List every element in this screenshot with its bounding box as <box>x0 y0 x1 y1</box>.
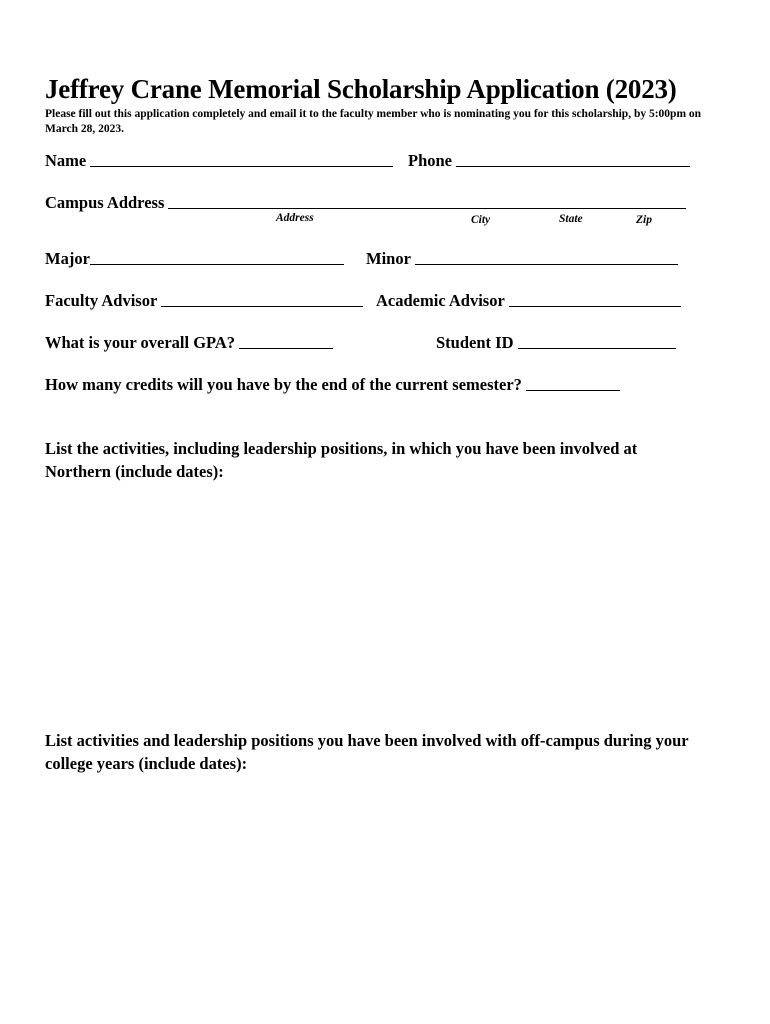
name-label: Name <box>45 151 87 170</box>
minor-row <box>366 249 678 269</box>
faculty-advisor-label: Faculty Advisor <box>45 291 157 310</box>
name-row <box>45 151 393 171</box>
minor-field[interactable] <box>415 264 678 265</box>
address-sublabel: Address <box>276 212 314 224</box>
student-id-row <box>436 333 676 353</box>
campus-address-label: Campus Address <box>45 193 165 212</box>
major-field[interactable] <box>90 264 344 265</box>
phone-row <box>408 151 690 171</box>
major-label: Major <box>45 249 90 268</box>
faculty-advisor-row <box>45 291 363 311</box>
academic-advisor-row <box>376 291 681 311</box>
major-row <box>45 249 344 269</box>
gpa-row <box>45 333 333 353</box>
name-field[interactable] <box>90 166 393 167</box>
campus-activities-area[interactable] <box>45 488 705 718</box>
instructions: Please fill out this application completely and email it to the faculty member who is nominating you for this scholarship, by 5:00pm on March 28, 2023. <box>45 108 702 135</box>
faculty-advisor-field[interactable] <box>161 306 363 307</box>
zip-sublabel: Zip <box>636 214 652 226</box>
student-id-field[interactable] <box>518 348 676 349</box>
campus-address-row <box>45 193 686 213</box>
gpa-label: What is your overall GPA? <box>45 333 236 352</box>
phone-field[interactable] <box>456 166 690 167</box>
document-title: Jeffrey Crane Memorial Scholarship Application (2023) <box>45 74 677 104</box>
offcampus-activities-area[interactable] <box>45 780 705 1000</box>
offcampus-activities-prompt: List activities and leadership positions you have been involved with off-campus during your college years (include dates): <box>45 731 689 773</box>
gpa-field[interactable] <box>239 348 333 349</box>
credits-label: How many credits will you have by the end of the current semester? <box>45 375 522 394</box>
credits-field[interactable] <box>526 390 620 391</box>
academic-advisor-field[interactable] <box>509 306 681 307</box>
phone-label: Phone <box>408 151 453 170</box>
state-sublabel: State <box>559 213 583 225</box>
credits-row <box>45 375 620 395</box>
academic-advisor-label: Academic Advisor <box>376 291 505 310</box>
campus-activities-prompt: List the activities, including leadership positions, in which you have been involved at Northern (include dates): <box>45 439 638 481</box>
minor-label: Minor <box>366 249 411 268</box>
campus-address-field[interactable] <box>168 208 686 209</box>
student-id-label: Student ID <box>436 333 514 352</box>
city-sublabel: City <box>471 214 491 226</box>
